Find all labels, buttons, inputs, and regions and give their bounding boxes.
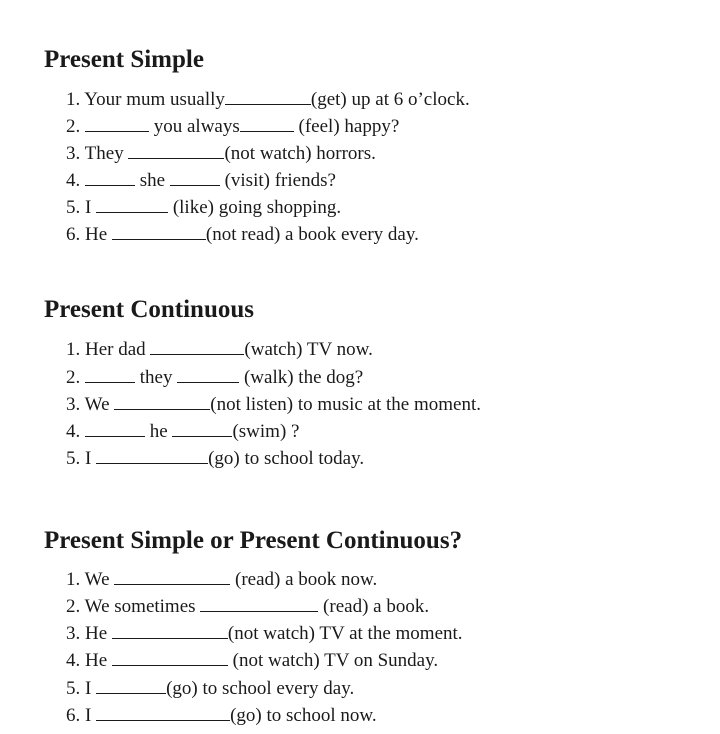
item-text-end: (swim) ?	[232, 421, 300, 442]
answer-blank[interactable]	[225, 88, 311, 105]
item-number: 4.	[66, 170, 81, 191]
answer-blank[interactable]	[200, 595, 318, 612]
item-text-start: I	[85, 197, 92, 218]
item-text-start: I	[85, 448, 92, 469]
exercise-line	[66, 704, 377, 728]
item-text-start: I	[85, 705, 92, 726]
item-number: 3.	[66, 623, 81, 644]
item-text-end: (not watch) horrors.	[224, 143, 376, 164]
exercise-line	[66, 649, 438, 673]
item-text-end: (get) up at 6 o’clock.	[310, 89, 470, 110]
item-text-start: you always	[153, 116, 240, 137]
answer-blank[interactable]	[170, 169, 220, 186]
answer-blank[interactable]	[112, 622, 228, 639]
item-text-end: (visit) friends?	[224, 170, 336, 191]
item-number: 2.	[66, 367, 81, 388]
item-number: 4.	[66, 650, 81, 671]
item-text-start: We	[84, 569, 110, 590]
item-text-start: they	[139, 367, 173, 388]
item-text-start: she	[139, 170, 166, 191]
item-text-end: (not watch) TV on Sunday.	[232, 650, 439, 671]
answer-blank[interactable]	[85, 420, 145, 437]
answer-blank[interactable]	[85, 169, 135, 186]
section-title-present-simple: Present Simple	[44, 46, 204, 73]
item-text-start: He	[85, 224, 108, 245]
exercise-line	[66, 366, 363, 390]
item-number: 1.	[66, 339, 81, 360]
answer-blank[interactable]	[96, 704, 230, 721]
answer-blank[interactable]	[85, 115, 149, 132]
exercise-line	[66, 447, 364, 471]
item-number: 4.	[66, 421, 81, 442]
item-number: 6.	[66, 224, 81, 245]
item-text-end: (watch) TV now.	[244, 339, 373, 360]
answer-blank[interactable]	[114, 568, 230, 585]
answer-blank[interactable]	[172, 420, 232, 437]
item-text-end: (not listen) to music at the moment.	[210, 394, 481, 415]
exercise-line	[66, 622, 463, 646]
item-number: 5.	[66, 448, 81, 469]
item-text-end: (go) to school today.	[208, 448, 365, 469]
answer-blank[interactable]	[112, 649, 228, 666]
item-text-end: (feel) happy?	[298, 116, 400, 137]
item-number: 6.	[66, 705, 81, 726]
item-number: 3.	[66, 394, 81, 415]
exercise-line	[66, 115, 399, 139]
item-text-end: (like) going shopping.	[172, 197, 342, 218]
answer-blank[interactable]	[96, 447, 208, 464]
section-title-simple-or-continuous: Present Simple or Present Continuous?	[44, 527, 463, 554]
exercise-line	[66, 142, 376, 166]
exercise-line	[66, 196, 341, 220]
answer-blank[interactable]	[112, 223, 206, 240]
item-number: 1.	[66, 89, 81, 110]
exercise-line	[66, 420, 299, 444]
exercise-line	[66, 88, 470, 112]
item-number: 2.	[66, 596, 81, 617]
item-text-start: He	[85, 650, 108, 671]
answer-blank[interactable]	[128, 142, 224, 159]
exercise-line	[66, 393, 481, 417]
answer-blank[interactable]	[85, 366, 135, 383]
exercise-line	[66, 223, 419, 247]
item-text-start: He	[85, 623, 108, 644]
item-text-end: (go) to school every day.	[166, 678, 355, 699]
answer-blank[interactable]	[150, 338, 244, 355]
item-text-start: They	[84, 143, 124, 164]
item-number: 3.	[66, 143, 81, 164]
answer-blank[interactable]	[96, 677, 166, 694]
item-text-end: (walk) the dog?	[243, 367, 364, 388]
answer-blank[interactable]	[177, 366, 239, 383]
item-text-start: We sometimes	[84, 596, 196, 617]
exercise-line	[66, 568, 377, 592]
item-text-start: We	[84, 394, 110, 415]
item-text-start: Your mum usually	[84, 89, 225, 110]
item-number: 5.	[66, 678, 81, 699]
item-text-start: I	[85, 678, 92, 699]
item-text-end: (not read) a book every day.	[205, 224, 419, 245]
item-text-start: he	[149, 421, 168, 442]
exercise-line	[66, 169, 336, 193]
item-text-end: (not watch) TV at the moment.	[227, 623, 463, 644]
item-number: 2.	[66, 116, 81, 137]
answer-blank[interactable]	[96, 196, 168, 213]
answer-blank[interactable]	[240, 115, 294, 132]
answer-blank[interactable]	[114, 393, 210, 410]
item-number: 1.	[66, 569, 81, 590]
item-text-end: (go) to school now.	[230, 705, 377, 726]
item-number: 5.	[66, 197, 81, 218]
exercise-line	[66, 595, 429, 619]
exercise-line	[66, 677, 354, 701]
exercise-line	[66, 338, 373, 362]
item-text-end: (read) a book.	[323, 596, 430, 617]
item-text-end: (read) a book now.	[235, 569, 378, 590]
section-title-present-continuous: Present Continuous	[44, 296, 254, 323]
item-text-start: Her dad	[85, 339, 146, 360]
